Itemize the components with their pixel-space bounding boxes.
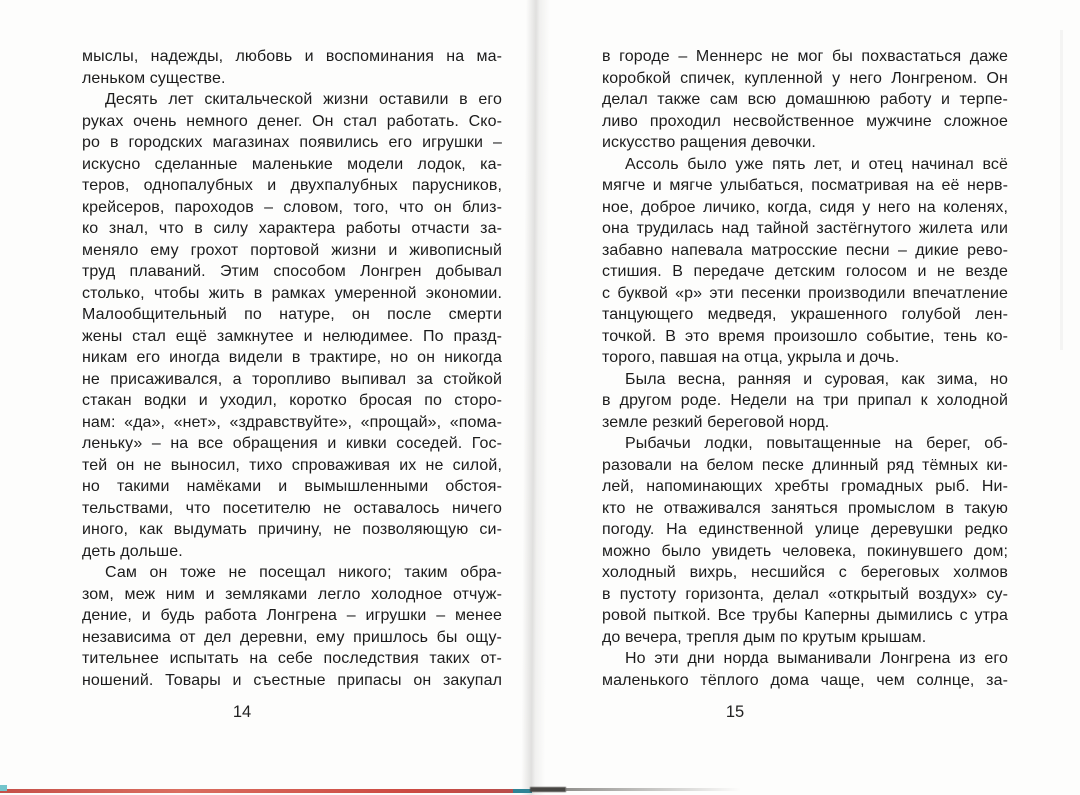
text-line: Сам он тоже не посещал никого; таким обра- <box>105 564 502 581</box>
text-line: леньком существе. <box>82 69 226 87</box>
text-line: в другом роде. Недели на три припал к холодной <box>602 392 1008 409</box>
book-edge-red-line <box>0 789 513 793</box>
text-line: зом, меж ним и земляками легло холодное отчуж- <box>82 585 502 603</box>
text-line: холодный вихрь, несшийся с береговых холмов <box>602 564 1008 581</box>
text-line: ное, доброе личико, когда, сидя у него на коленях, <box>602 198 1008 216</box>
text-line: никам его иногда видели в трактире, но он никогда <box>82 349 502 366</box>
text-line: она трудилась над тайной застёгнутого жилета или <box>602 220 1008 237</box>
text-line: танцующего медведя, украшенного голубой лен- <box>602 306 1008 323</box>
text-line: теров, однопалубных и двухпалубных парусников, <box>82 177 502 194</box>
text-line: столько, чтобы жить в рамках умеренной экономии. <box>82 284 502 302</box>
text-line: кто не отваживался заняться промыслом в такую <box>602 499 1008 517</box>
text-line: дение, и будь работа Лонгрена – игрушки – менее <box>82 607 502 624</box>
page-number: 15 <box>725 703 745 721</box>
text-line: стакан водки и уходил, коротко бросая по сторо- <box>82 392 502 409</box>
page-number: 14 <box>232 703 252 721</box>
text-line: тельствами, что посетителю не оставалось ничего <box>82 499 502 517</box>
text-line: труд плаваний. Этим способом Лонгрен добывал <box>82 263 502 280</box>
book-gutter-shadow <box>521 0 550 795</box>
text-line: Но эти дни норда выманивали Лонгрена из его <box>625 650 1008 667</box>
text-line: жены стал ещё замкнутее и нелюдимее. По празд- <box>82 327 502 345</box>
right-page-text <box>602 46 1008 691</box>
text-line: нам: «да», «нет», «здравствуйте», «прощай», «пома- <box>82 413 502 431</box>
text-line: точкой. В это время произошло событие, тень ко- <box>602 327 1008 345</box>
text-line: искусство ращения девочки. <box>602 134 816 151</box>
text-line: крейсеров, пароходов – словом, того, что он близ- <box>82 198 502 216</box>
text-line: ровой пыткой. Все трубы Каперны дымились с утра <box>602 607 1008 624</box>
text-line: искусно сделанные маленькие модели лодок, ка- <box>82 155 502 173</box>
text-line: погоду. На единственной улице деревушки редко <box>602 521 1008 538</box>
scan-corner-speck <box>0 785 7 791</box>
text-line: Малообщительный по натуре, он после смерти <box>82 306 502 323</box>
scan-crease-streak <box>1060 30 1063 350</box>
text-line: коробкой спичек, купленной у него Лонгреном. Он <box>602 69 1008 87</box>
text-line: лей, напоминающих хребты громадных рыб. Ни- <box>602 478 1008 495</box>
text-line: руках очень немного денег. Он стал работать. Ско- <box>82 112 502 130</box>
text-line: в пустоту горизонта, делал «открытый воздух» су- <box>602 585 1008 603</box>
text-line: ко знал, что в силу характера работы отчасти за- <box>82 220 502 237</box>
text-line: Была весна, ранняя и суровая, как зима, но <box>625 370 1008 388</box>
text-line: Ассоль было уже пять лет, и отец начинал всё <box>625 155 1008 173</box>
text-line: леньку» – на все обращения и кивки соседей. Гос- <box>82 435 502 452</box>
text-line: меняло ему грохот портовой жизни и живописный <box>82 241 502 259</box>
text-line: ношений. Товары и съестные припасы он закупал <box>82 671 502 689</box>
right-page <box>540 0 1080 795</box>
book-edge-fade <box>566 788 741 791</box>
left-page-text <box>82 46 502 691</box>
text-line: мыслы, надежды, любовь и воспоминания на ма- <box>82 48 502 65</box>
text-line: до вечера, трепля дым по крутым крышам. <box>602 628 927 646</box>
text-line: не присаживался, а торопливо выпивал за стойкой <box>82 370 502 388</box>
text-line: тей он не выносил, тихо спроваживая их не силой, <box>82 456 502 474</box>
text-line: можно было увидеть человека, покинувшего дом; <box>602 542 1008 560</box>
text-line: иного, как выдумать причину, не позволяющую си- <box>82 521 502 538</box>
text-line: мягче и мягче улыбаться, посматривая на её нерв- <box>602 177 1008 194</box>
text-line: торого, павшая на отца, укрыла и дочь. <box>602 349 900 366</box>
text-line: с буквой «р» эти песенки производили впечатление <box>602 284 1008 302</box>
text-line: ливо проходил несвойственное мужчине сложное <box>602 112 1008 130</box>
text-line: разовали на белом песке длинный ряд тёмных ки- <box>602 456 1008 474</box>
text-line: независима от дел деревни, ему пришлось бы ощу- <box>82 628 502 646</box>
text-line: Десять лет скитальческой жизни оставили в его <box>105 91 502 108</box>
text-line: деть дольше. <box>82 542 183 560</box>
text-line: но такими намёками и вымышленными обстоя- <box>82 478 502 495</box>
text-line: земле резкий береговой норд. <box>602 413 830 431</box>
text-line: Рыбачьи лодки, повытащенные на берег, об- <box>625 435 1008 452</box>
text-line: делал также сам всю домашнюю работу и терпе- <box>602 91 1008 108</box>
text-line: маленького тёплого дома чаще, чем солнце, за- <box>602 671 1008 689</box>
text-line: ро в городских магазинах появились его игрушки – <box>82 134 502 151</box>
text-line: в городе – Меннерс не мог бы похвастаться даже <box>602 48 1008 65</box>
text-line: забавно напевала матросские песни – дикие рево- <box>602 241 1008 259</box>
book-edge-shadow <box>530 787 566 792</box>
text-line: стишия. В передаче детским голосом и не везде <box>602 263 1008 280</box>
text-line: тительнее испытать на себе последствия таких от- <box>82 650 502 667</box>
